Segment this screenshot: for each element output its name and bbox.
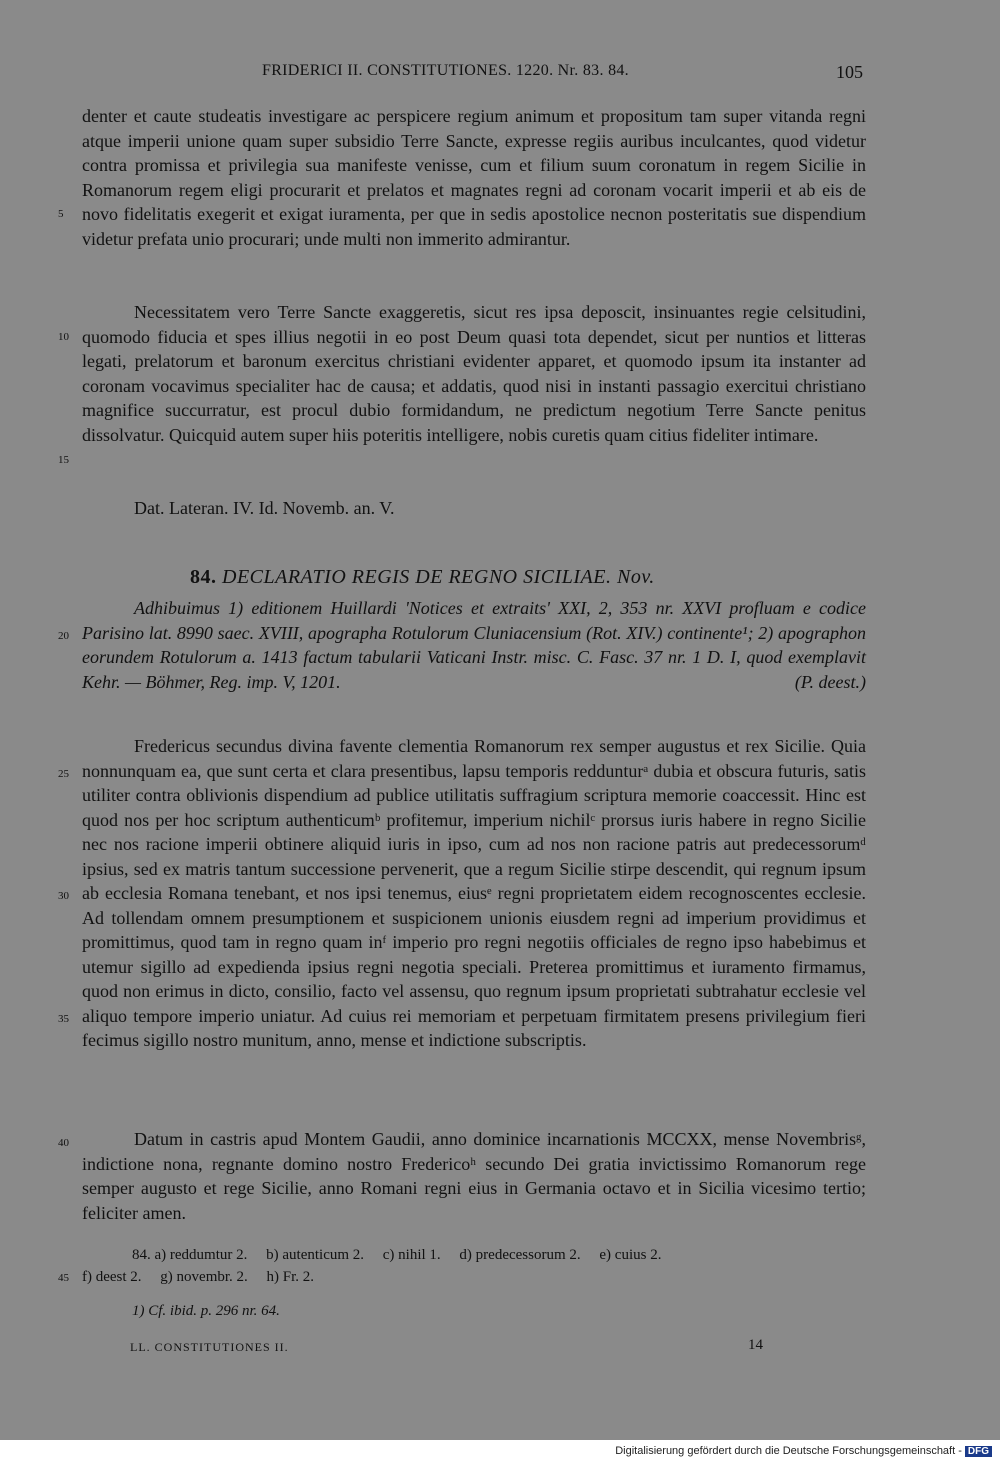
line-number: 40	[58, 1137, 69, 1149]
doc84-number: 84.	[190, 566, 217, 588]
doc84-paragraph-2: Datum in castris apud Montem Gaudii, anno dominice incarnationis MCCXX, mense Novembrisᵍ, indictione nona, regnante domino nostro Fredericoʰ secundo Dei gratia invictissimo Romanorum rege semper augusto et rege Sicilie, anno Romani regni eius in Germania octavo et in Sicilia vicesimo tertio; feliciter amen.	[82, 1129, 866, 1223]
source-note-end: (P. deest.)	[794, 671, 866, 692]
footer-signature: 14	[748, 1337, 763, 1353]
line-number: 5	[58, 208, 64, 220]
line-number: 25	[58, 768, 69, 780]
dfg-notice-text: Digitalisierung gefördert durch die Deutsche Forschungsgemeinschaft -	[615, 1445, 962, 1457]
footer-series-title: LL. CONSTITUTIONES II.	[130, 1340, 289, 1354]
line-number: 15	[58, 454, 69, 466]
apparatus-line-1: 84. a) reddumtur 2. b) autenticum 2. c) nihil 1. d) predecessorum 2. e) cuius 2.	[132, 1247, 662, 1263]
dfg-notice	[615, 1445, 992, 1457]
doc84-month: Nov.	[617, 566, 655, 588]
doc84-source-note	[82, 596, 866, 694]
line-number: 30	[58, 890, 69, 902]
running-title: FRIDERICI II. CONSTITUTIONES. 1220. Nr. 83. 84.	[262, 62, 629, 79]
source-note-text: Adhibuimus 1) editionem Huillardi 'Notices et extraits' XXI, 2, 353 nr. XXVI profluam e codice Parisino lat. 8990 saec. XVIII, apographa Rotulorum Cluniacensium (Rot. XIV.) continente¹; 2) apographon eorundem Rotulorum a. 1413 factum tabularii Vaticani Instr. misc. C. Fasc. 37 nr. 1 D. I, quod exemplavit Kehr. — Böhmer, Reg. imp. V, 1201.	[82, 598, 866, 692]
line-number: 20	[58, 630, 69, 642]
doc83-paragraph-1: denter et caute studeatis investigare ac perspicere regium animum et propositum tam super vitanda regni atque imperii unione quam super subsidio Terre Sancte, expresse regiis auribus inculcantes, quod videtur contra promissa et privilegia sua manifeste venisse, cum et filium suum coronatum in regem Sicilie in Romanorum regem eligi procurarit et prelatos et magnates regni ad coronam vocarit imperii et ab eis de novo fidelitatis exegerit et exigat iuramenta, per que in sedis apostolice necnon posteritatis sue dispendium videtur prefata unio procurari; unde multi non immerito admirantur.	[82, 106, 866, 249]
footnote-1: 1) Cf. ibid. p. 296 nr. 64.	[132, 1303, 280, 1319]
doc84-paragraph-1: Fredericus secundus divina favente clementia Romanorum rex semper augustus et rex Sicilie. Quia nonnunquam ea, que sunt certa et clara presentibus, lapsu temporis reddunturᵃ dubia et obscura futuris, satis utiliter contra oblivionis dispendium ad publice utilitatis suffragium scriptura memorie coaccessit. Hinc est quod nos per hoc scriptum authenticumᵇ profitemur, imperium nichilᶜ prorsus iuris habere in regno Sicilie nec nos racione imperii obtinere aliquid iuris in ipso, cum ad nos non racione patris aut predecessorumᵈ ipsius, sed ex matris tantum successione pervenerit, que a regum Sicilie stirpe descendit, qui regnum ipsum ab ecclesia Romana tenebant, et nos ipsi tenemus, eiusᵉ regni proprietatem eidem recognoscentes ecclesie. Ad tollendam omnem presumptionem et suspicionem unionis eiusdem regni ad imperium providimus et promittimus, quod tam in regno quam inᶠ imperio pro regni negotiis officiales de regno ipso habebimus et utemur sigillo ad expedienda ipsius regni negotia speciali. Preterea promittimus et iuramento firmamus, quod non erimus in dicto, consilio, facto vel assensu, quo regnum ipsum proprietati subtrahatur ecclesie vel aliquo tempore imperio uniatur. Ad cuius rei memoriam et perpetuam firmitatem presens privilegium fieri fecimus sigillo nostro munitum, anno, mense et indictione subscriptis.	[82, 736, 866, 1050]
line-number: 45	[58, 1272, 69, 1284]
dfg-logo-icon: DFG	[965, 1446, 992, 1457]
doc83-paragraph-2: Necessitatem vero Terre Sancte exaggeretis, sicut res ipsa deposcit, insinuantes regie celsitudini, quomodo fiducia et spes illius negotii in eo post Deum quasi tota dependet, sicut per nuntios et litteras legati, prelatorum et baronum exercitus christiani evidenter apparet, et quomodo ipsum ita instanter ad coronam vocavimus specialiter hac de causa; et addatis, quod nisi in instanti passagio exercitui christiano magnifice succurratur, est procul dubio formidandum, ne predictum negotium Terre Sancte penitus dissolvatur. Quicquid autem super hiis poteritis intelligere, nobis curetis quam citius fideliter intimare.	[82, 302, 866, 445]
apparatus-line-2: f) deest 2. g) novembr. 2. h) Fr. 2.	[82, 1269, 315, 1285]
running-header	[0, 62, 1000, 86]
line-number: 10	[58, 331, 69, 343]
doc84-title: DECLARATIO REGIS DE REGNO SICILIAE.	[222, 566, 612, 588]
line-number: 35	[58, 1013, 69, 1025]
doc84-heading	[190, 566, 655, 589]
page-number: 105	[836, 62, 863, 82]
doc83-dating-clause: Dat. Lateran. IV. Id. Novemb. an. V.	[134, 498, 395, 518]
